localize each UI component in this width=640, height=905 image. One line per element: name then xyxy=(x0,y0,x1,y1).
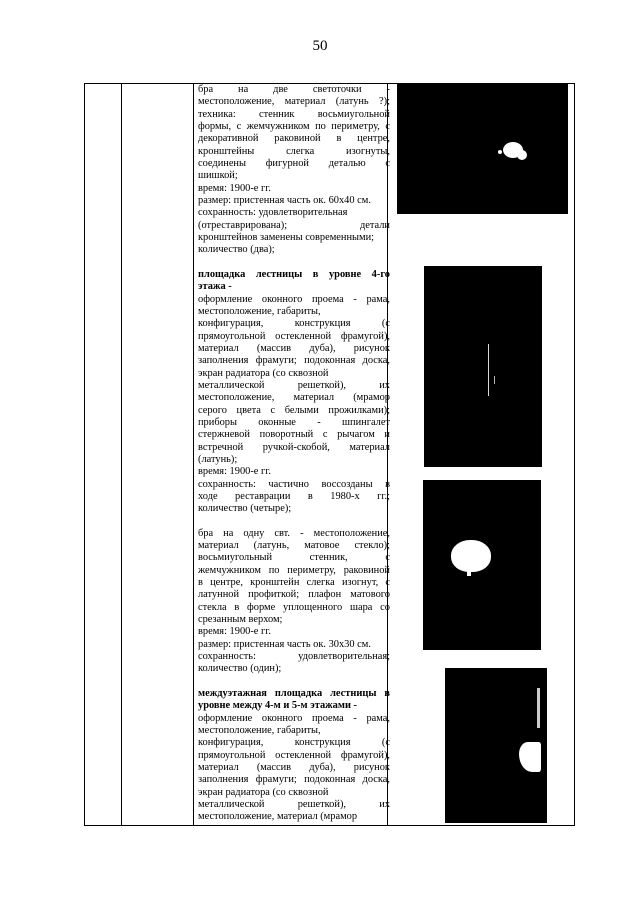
lamp-highlight xyxy=(498,150,502,154)
window-glint xyxy=(519,742,541,772)
text-line: экран радиатора (со сквозной xyxy=(198,786,329,798)
text-line: конфигурация, конструкция (с xyxy=(198,318,390,330)
photo-window-intermediate-landing xyxy=(445,668,547,823)
text-line: бра на одну свт. - местоположение, xyxy=(198,527,390,539)
text-line: сохранность: удовлетворительная xyxy=(198,207,348,219)
text-line: бра на две светоточки - xyxy=(198,84,390,95)
text-line: шишкой; xyxy=(198,170,238,182)
text-line: металлической решеткой), их xyxy=(198,798,390,810)
text-line: серого цвета с белыми прожилками); xyxy=(198,404,390,416)
text-line: приборы оконные - шпингалет xyxy=(198,416,390,428)
text-line: оформление оконного проема - рама, xyxy=(198,293,390,305)
text-line: заполнения фрамуги; подоконная доска, xyxy=(198,355,390,367)
text-line: (латунь); xyxy=(198,453,238,465)
photo-window-landing-4th-floor xyxy=(424,266,542,467)
text-line: встречной ручкой-скобой, материал xyxy=(198,441,390,453)
text-line: материал (массив дуба), рисунок xyxy=(198,761,390,773)
text-line: оформление оконного проема - рама, xyxy=(198,712,390,724)
entry-sconce-two-lights xyxy=(198,84,390,257)
text-line: количество (четыре); xyxy=(198,503,292,515)
text-line: техника: стенник восьмиугольной xyxy=(198,108,390,120)
section-heading: этажа - xyxy=(198,281,232,293)
text-line: местоположение, габариты, xyxy=(198,724,321,736)
window-glint xyxy=(537,688,540,728)
lamp-globe xyxy=(451,540,491,572)
text-line: экран радиатора (со сквозной xyxy=(198,367,329,379)
text-line: сохранность: частично воссозданы в xyxy=(198,478,390,490)
text-line: конфигурация, конструкция (с xyxy=(198,737,390,749)
entry-sconce-one-light xyxy=(198,528,390,676)
text-line: материал (латунь, матовое стекло); xyxy=(198,540,390,552)
window-glint xyxy=(494,376,495,384)
section-heading: площадка лестницы в уровне 4-го xyxy=(198,268,390,280)
text-line: металлической решеткой), их xyxy=(198,379,390,391)
column-divider xyxy=(193,84,194,825)
text-line: размер: пристенная часть ок. 30х30 см. xyxy=(198,638,371,650)
photo-sconce-one-light xyxy=(423,480,541,650)
text-line: декоративной раковиной в центре, xyxy=(198,133,390,145)
text-line: прямоугольной остекленной фрамугой), xyxy=(198,749,390,761)
page-number: 50 xyxy=(312,38,328,54)
text-line: местоположение, материал (латунь ?); xyxy=(198,96,390,108)
text-line: время: 1900-е гг. xyxy=(198,626,271,638)
text-line: местоположение, материал (мрамор xyxy=(198,392,390,404)
text-line: восьмиугольный стенник, с xyxy=(198,552,390,564)
entry-landing-4th-floor xyxy=(198,269,390,516)
text-line: в центре, кронштейн слегка изогнут, с xyxy=(198,577,390,589)
text-line: стержневой поворотный с рычагом и xyxy=(198,429,390,441)
text-line: количество (два); xyxy=(198,244,275,256)
text-line: время: 1900-е гг. xyxy=(198,182,271,194)
text-line: формы, с жемчужником по периметру, с xyxy=(198,121,390,133)
window-glint xyxy=(488,344,489,396)
photo-sconce-two-lights xyxy=(397,84,568,214)
text-line: кронштейны слегка изогнуты, xyxy=(198,145,390,157)
text-line: соединены фигурной деталью с xyxy=(198,158,390,170)
text-line: время: 1900-е гг. xyxy=(198,466,271,478)
text-line: размер: пристенная часть ок. 60х40 см. xyxy=(198,195,371,207)
text-line: жемчужником по периметру, раковиной xyxy=(198,564,390,576)
text-line: ходе реставрации в 1980-х гг.; xyxy=(198,491,390,502)
lamp-bracket xyxy=(467,570,471,576)
text-line: материал (массив дуба), рисунок xyxy=(198,342,390,354)
text-line: количество (один); xyxy=(198,663,282,675)
text-line: заполнения фрамуги; подоконная доска, xyxy=(198,774,390,786)
description-column xyxy=(198,84,390,824)
section-heading: уровне между 4-м и 5-м этажами - xyxy=(198,700,358,712)
text-line: сохранность: удовлетворительная; xyxy=(198,651,390,663)
text-line: (отреставрирована); детали xyxy=(198,219,390,231)
text-line: прямоугольной остекленной фрамугой), xyxy=(198,330,390,342)
lamp-highlight xyxy=(517,150,527,160)
entry-landing-4th-5th-floor xyxy=(198,688,390,824)
column-divider xyxy=(121,84,122,825)
section-heading: междуэтажная площадка лестницы в xyxy=(198,687,390,699)
text-line: кронштейнов заменены современными; xyxy=(198,232,375,244)
text-line: стекла в форме уплощенного шара со xyxy=(198,601,390,613)
text-line: латунной профиткой; плафон матового xyxy=(198,589,390,601)
text-line: местоположение, материал (мрамор xyxy=(198,811,358,823)
text-line: срезанным верхом; xyxy=(198,614,283,626)
text-line: местоположение, габариты, xyxy=(198,305,321,317)
